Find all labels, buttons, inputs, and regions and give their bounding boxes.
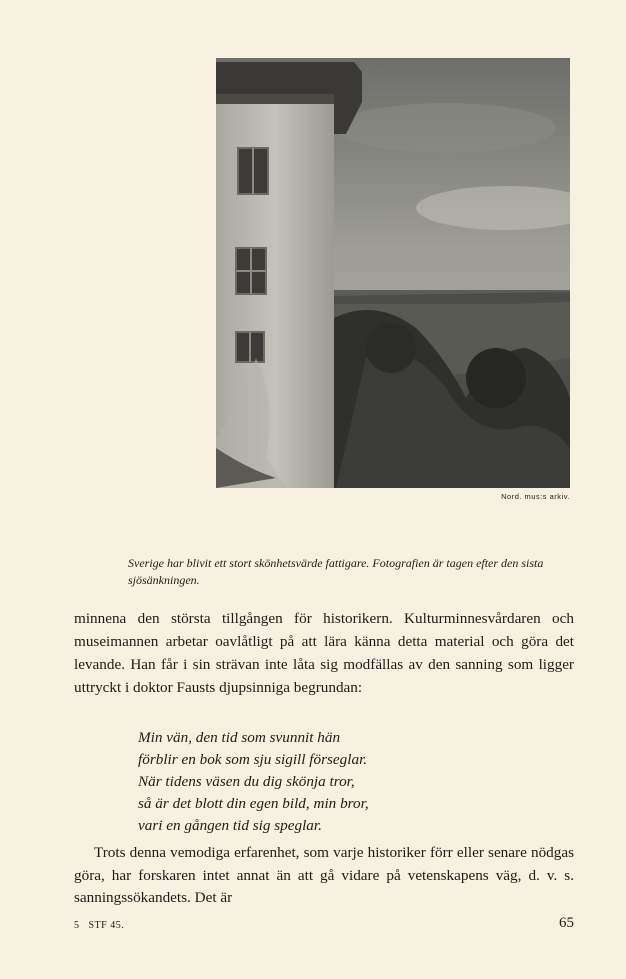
page-number: 65 — [559, 915, 574, 931]
paragraph-1: minnena den största tillgången för historikern. Kulturminnesvårdaren och museimannen arbetar oavlåtligt på att lära känna detta material och göra det levande. Han får i sin strävan inte låta sig modfällas av den sanning som ligger uttryckt i doktor Fausts djupsinniga begrundan: — [74, 610, 574, 696]
photo-credit: Nord. mus:s arkiv. — [501, 492, 570, 501]
poem-line: Min vän, den tid som svunnit hän — [138, 729, 341, 746]
faust-quote — [138, 727, 538, 837]
poem-line: vari en gången tid sig speglar. — [138, 817, 322, 834]
tower-landscape-photo — [216, 58, 570, 488]
poem-line: När tidens väsen du dig skönja tror, — [138, 773, 355, 790]
photo-caption: Sverige har blivit ett stort skönhetsvärde fattigare. Fotografien är tagen efter den sista sjösänkningen. — [128, 556, 544, 587]
poem-line: förblir en bok som sju sigill förseglar. — [138, 751, 368, 768]
paragraph-2: Trots denna vemodiga erfarenhet, som varje historiker förr eller senare nödgas göra, har forskaren intet annat än att gå vidare på vetenskapens väg, d. v. s. sanningssökandets. Det är — [74, 844, 574, 906]
poem-line: så är det blott din egen bild, min bror, — [138, 795, 369, 812]
printer-signature: 5 STF 45. — [74, 920, 125, 931]
